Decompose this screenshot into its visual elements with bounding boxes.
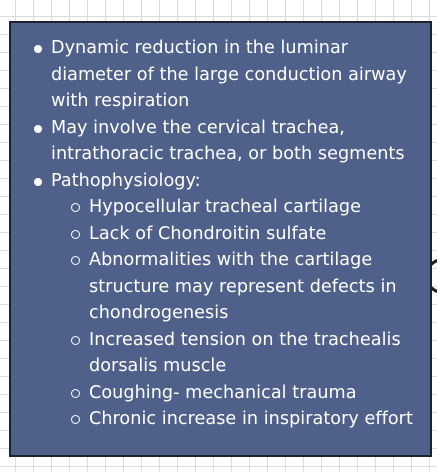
bullet-item	[31, 115, 422, 168]
bullet-text: Pathophysiology:	[51, 170, 201, 191]
sub-bullet-item	[71, 194, 422, 221]
content-card	[9, 21, 432, 457]
sub-bullet-item	[71, 221, 422, 248]
sub-bullet-item	[71, 380, 422, 407]
hollow-circle-bullet-icon	[71, 256, 80, 265]
hollow-circle-bullet-icon	[71, 415, 80, 424]
bullet-text: May involve the cervical trachea, intrathoracic trachea, or both segments	[51, 117, 405, 164]
sub-bullet-item	[71, 327, 422, 380]
sub-bullet-text: Lack of Chondroitin sulfate	[89, 223, 327, 244]
hollow-circle-bullet-icon	[71, 389, 80, 398]
bullet-dot-icon	[34, 45, 42, 53]
sub-bullet-list	[71, 194, 422, 433]
sub-bullet-text: Increased tension on the trachealis dorsalis muscle	[89, 329, 401, 376]
hollow-circle-bullet-icon	[71, 230, 80, 239]
sub-bullet-text: Hypocellular tracheal cartilage	[89, 197, 362, 217]
sub-bullet-text: Coughing- mechanical trauma	[89, 382, 357, 403]
bullet-text: Dynamic reduction in the luminar diameter of the large conduction airway with respiration	[51, 38, 407, 111]
bullet-list	[31, 35, 422, 433]
bullet-item	[31, 168, 422, 433]
sub-bullet-item	[71, 406, 422, 433]
sub-bullet-text: Abnormalities with the cartilage structure may represent defects in chondrogenesis	[89, 250, 397, 323]
bullet-item	[31, 35, 422, 115]
sub-bullet-text: Chronic increase in inspiratory effort	[89, 409, 413, 429]
bullet-dot-icon	[34, 178, 42, 186]
hollow-circle-bullet-icon	[71, 203, 80, 212]
bullet-dot-icon	[34, 125, 42, 133]
sub-bullet-item	[71, 247, 422, 327]
hollow-circle-bullet-icon	[71, 336, 80, 345]
